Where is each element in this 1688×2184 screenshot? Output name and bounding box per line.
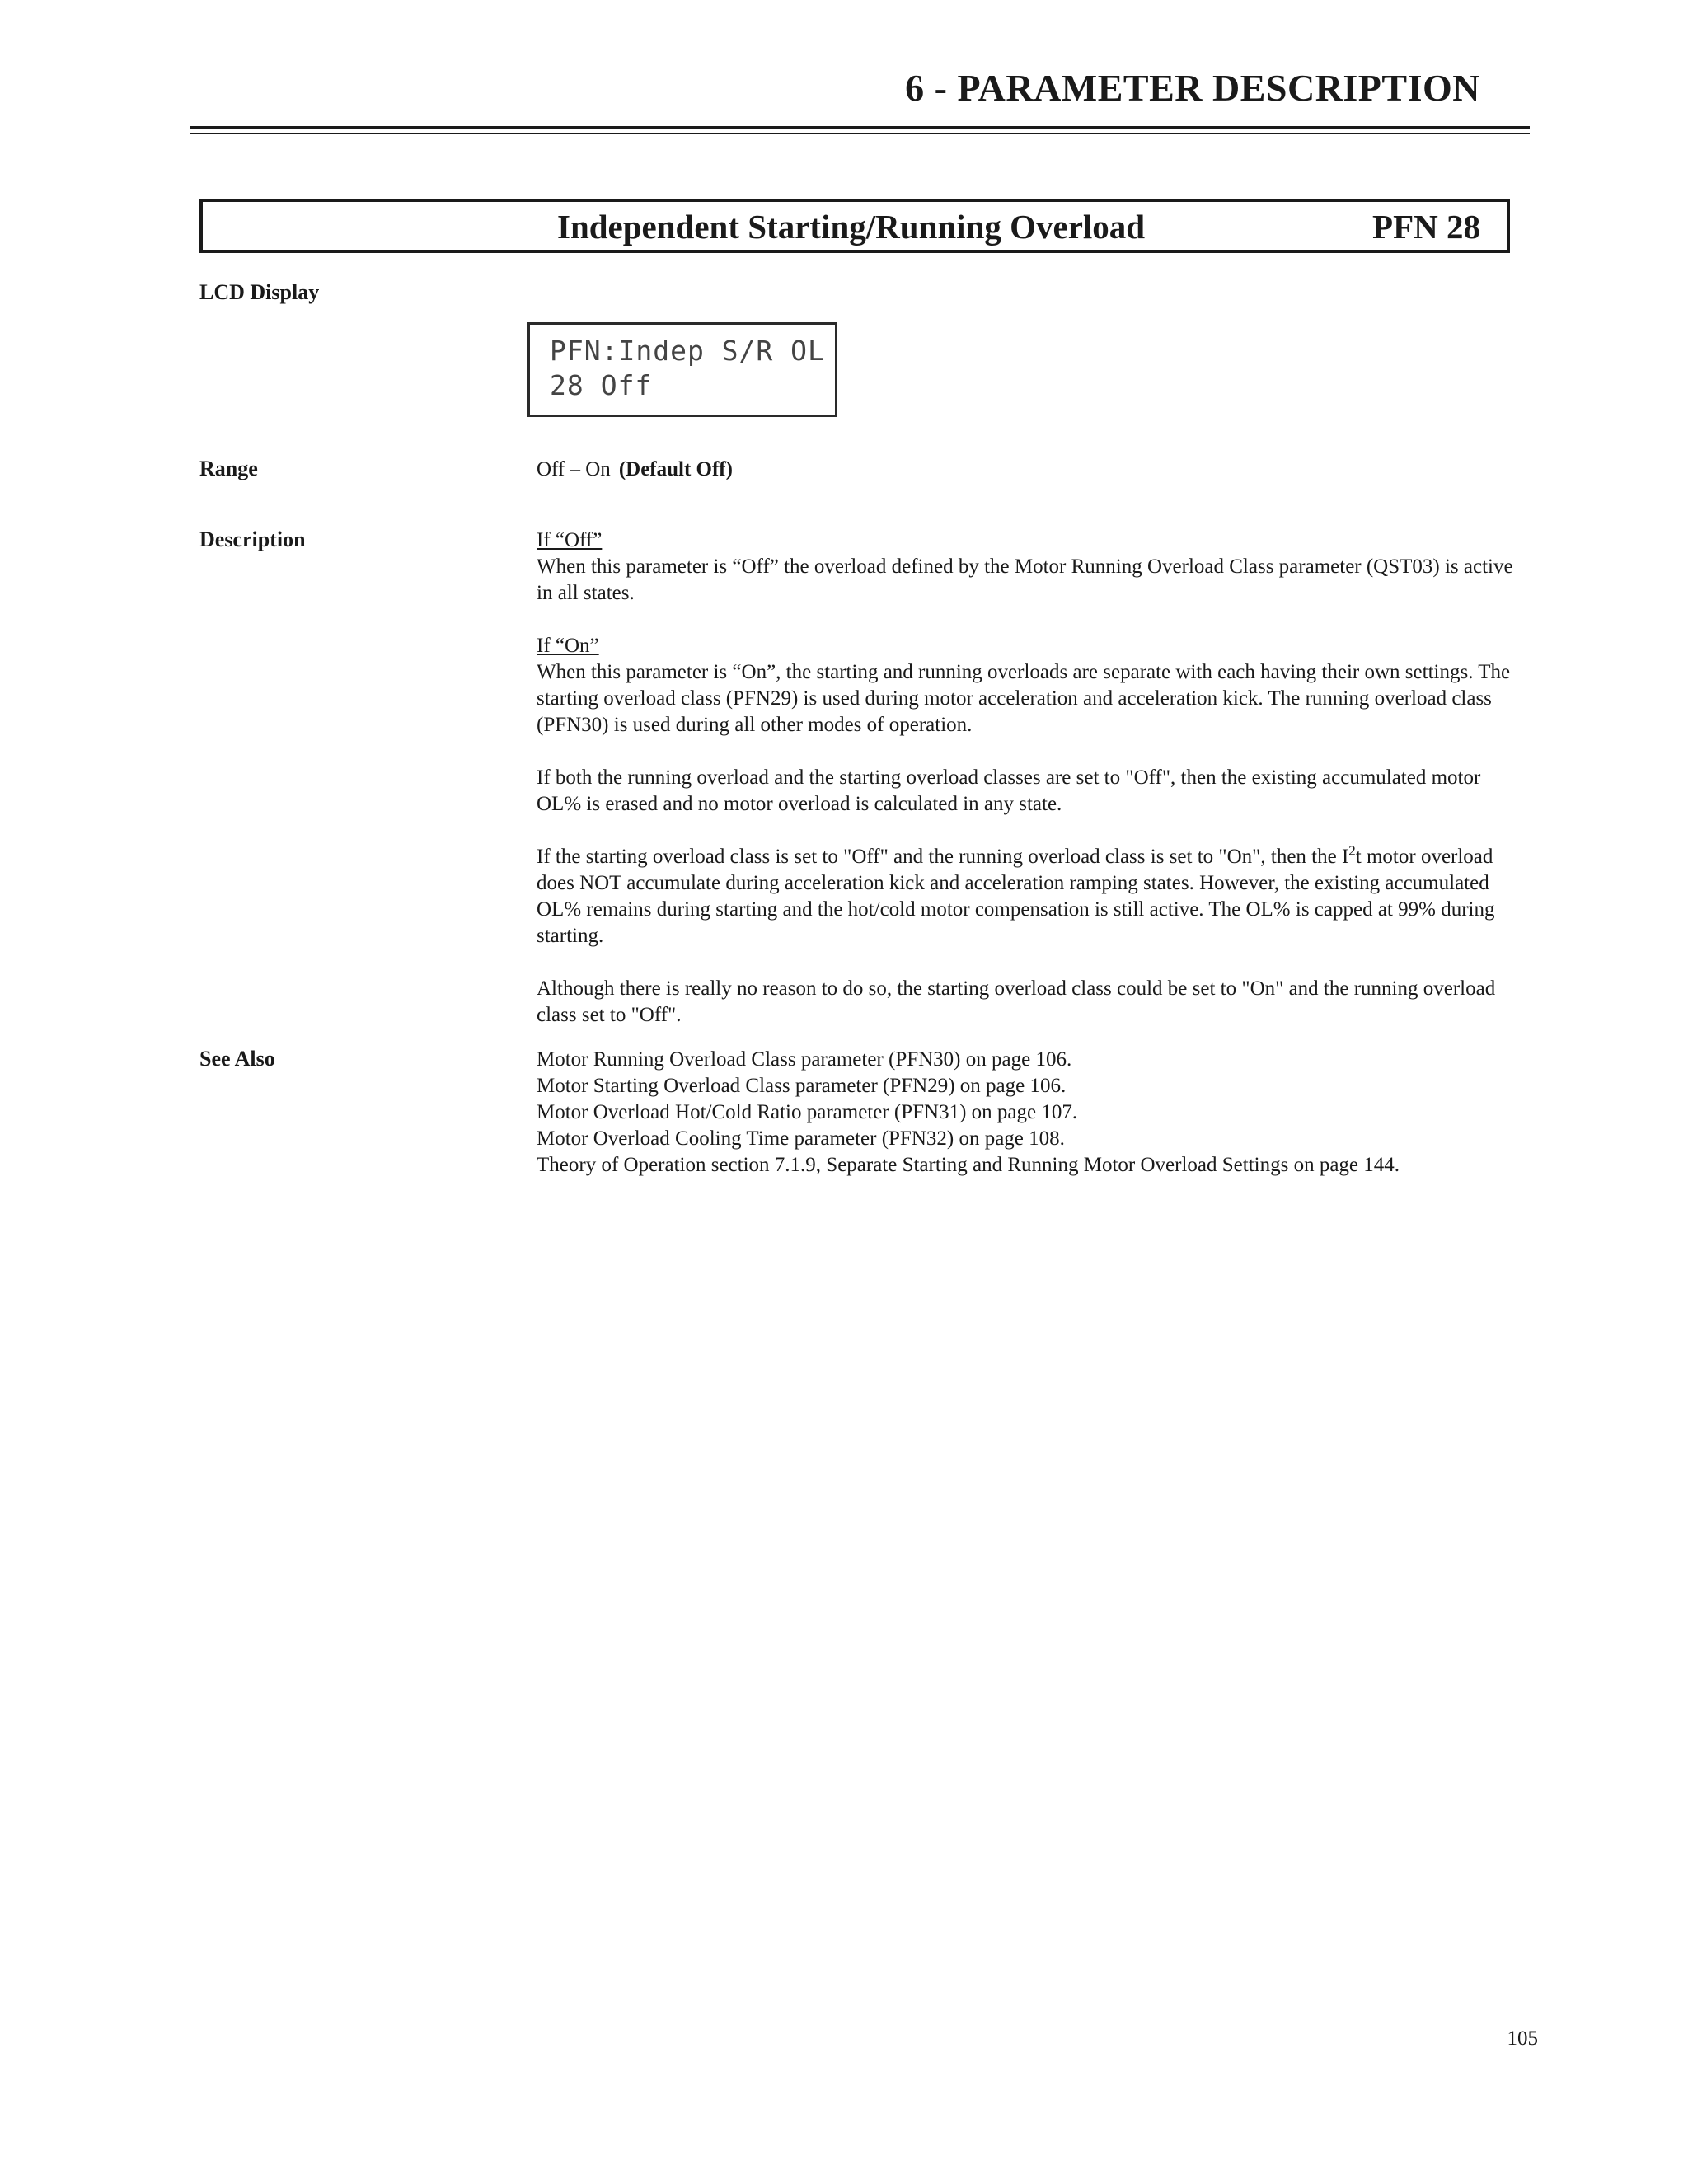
start-off-text-post: t motor overload does NOT accumulate during acceleration kick and acceleration ramping states. However, the existing accumulated OL% remains during starting and the hot/cold motor compensation is still active. The OL% is capped at 99% during starting. <box>537 846 1495 947</box>
parameter-title-box <box>199 199 1510 253</box>
on-heading: If “On” <box>537 635 599 657</box>
description-label: Description <box>199 527 306 551</box>
superscript-2: 2 <box>1348 842 1356 859</box>
parameter-name: Independent Starting/Running Overload <box>557 208 1146 246</box>
description-body <box>537 527 1517 1029</box>
on-text: When this parameter is “On”, the starting and running overloads are separate with each having their own settings. The starting overload class (PFN29) is used during motor acceleration and acceleration kick. The running overload class (PFN30) is used during all other modes of operation. <box>537 661 1511 736</box>
lcd-parameter-number: 28 <box>550 369 584 401</box>
reverse-paragraph: Although there is really no reason to do so, the starting overload class could be set to "On" and the running overload class set to "Off". <box>537 977 1496 1026</box>
lcd-display <box>528 322 837 417</box>
lcd-line-2 <box>550 369 652 401</box>
see-also-item: Motor Overload Hot/Cold Ratio parameter (PFN31) on page 107. <box>537 1101 1078 1123</box>
lcd-display-label: LCD Display <box>199 280 320 304</box>
both-off-paragraph: If both the running overload and the starting overload classes are set to "Off", then the existing accumulated motor OL% is erased and no motor overload is calculated in any state. <box>537 766 1481 815</box>
on-paragraph <box>537 633 1517 738</box>
range-text: Off – On <box>537 458 611 480</box>
start-off-text-pre: If the starting overload class is set to "Off" and the running overload class is set to "On", then the I <box>537 846 1349 868</box>
see-also-item: Theory of Operation section 7.1.9, Separate Starting and Running Motor Overload Settings on page 144. <box>537 1154 1400 1176</box>
parameter-code: PFN 28 <box>1372 208 1480 246</box>
see-also-label: See Also <box>199 1047 275 1071</box>
see-also-list <box>537 1047 1517 1179</box>
lcd-line-1: PFN:Indep S/R OL <box>550 335 825 367</box>
range-value <box>537 457 1517 483</box>
start-off-paragraph <box>537 844 1517 949</box>
chapter-title: 6 - PARAMETER DESCRIPTION <box>905 67 1480 109</box>
see-also-item: Motor Starting Overload Class parameter (PFN29) on page 106. <box>537 1075 1067 1097</box>
range-default: (Default Off) <box>618 458 733 480</box>
lcd-parameter-value: Off <box>600 369 653 401</box>
range-label: Range <box>199 457 258 480</box>
see-also-item: Motor Overload Cooling Time parameter (PFN32) on page 108. <box>537 1127 1065 1150</box>
header-rule-thick <box>190 126 1530 129</box>
off-text: When this parameter is “Off” the overload defined by the Motor Running Overload Class parameter (QST03) is active in all states. <box>537 555 1513 604</box>
page-number: 105 <box>1507 2027 1538 2050</box>
off-heading: If “Off” <box>537 529 603 551</box>
header-rule-thin <box>190 133 1530 134</box>
off-paragraph <box>537 527 1517 607</box>
see-also-item: Motor Running Overload Class parameter (PFN30) on page 106. <box>537 1048 1072 1071</box>
